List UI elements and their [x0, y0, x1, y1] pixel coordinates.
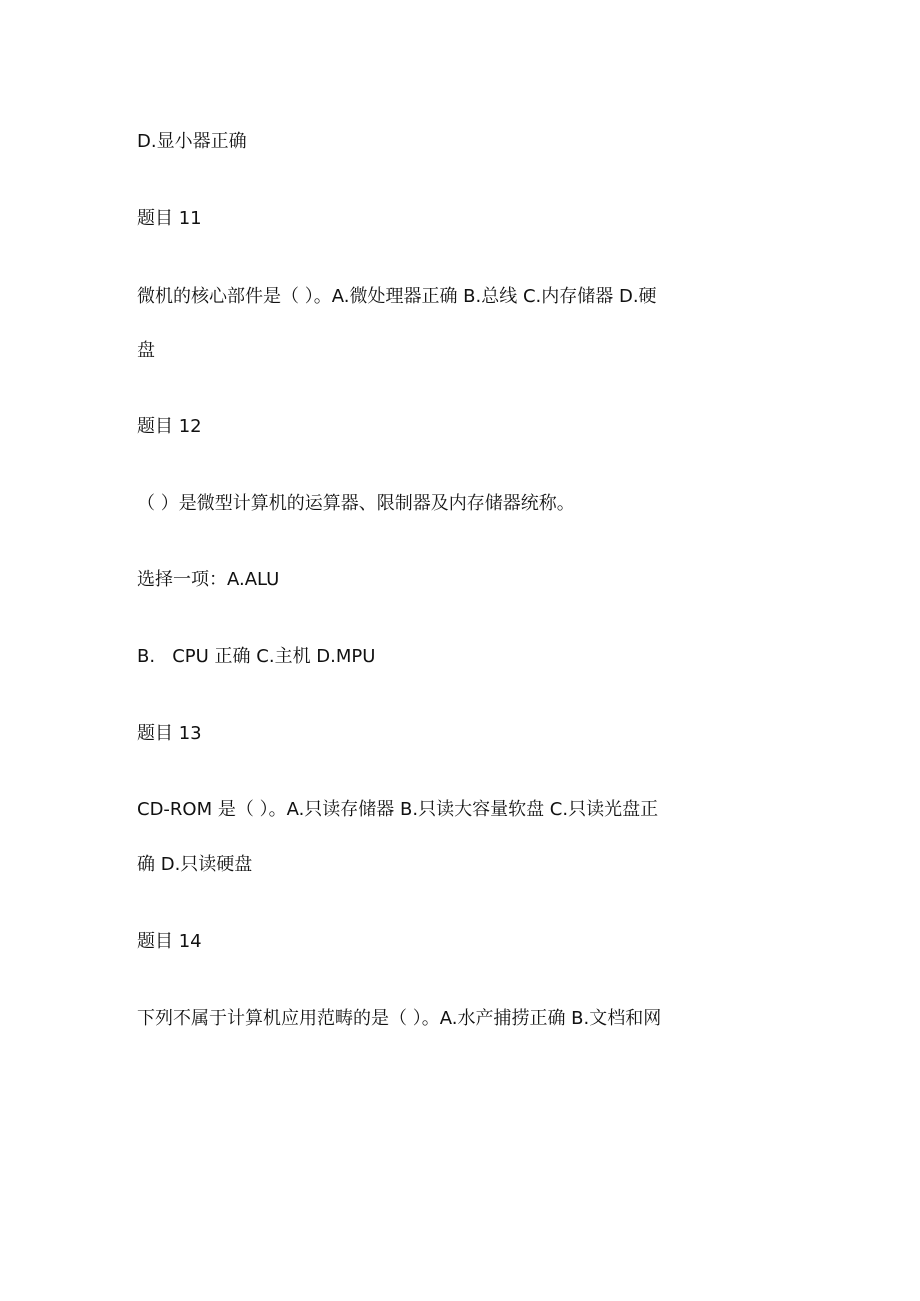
- question-text: 确 D.只读硬盘: [137, 854, 253, 875]
- question-text: 微机的核心部件是（ ）。A.微处理器正确 B.总线 C.内存储器 D.硬: [137, 286, 657, 307]
- question-text: （ ）是微型计算机的运算器、限制器及内存储器统称。: [137, 493, 575, 514]
- question-heading: 题目 12: [137, 416, 202, 437]
- question-text: CD-ROM 是（ ）。A.只读存储器 B.只读大容量软盘 C.只读光盘正: [137, 799, 659, 820]
- option-line: D.显小器正确: [137, 131, 247, 152]
- option-line: B. CPU 正确 C.主机 D.MPU: [137, 646, 376, 667]
- question-text: 下列不属于计算机应用范畴的是（ ）。A.水产捕捞正确 B.文档和网: [137, 1008, 662, 1029]
- question-text: 盘: [137, 340, 155, 361]
- question-heading: 题目 14: [137, 931, 202, 952]
- question-heading: 题目 13: [137, 723, 202, 744]
- question-heading: 题目 11: [137, 208, 202, 229]
- question-text: 选择一项：A.ALU: [137, 569, 280, 590]
